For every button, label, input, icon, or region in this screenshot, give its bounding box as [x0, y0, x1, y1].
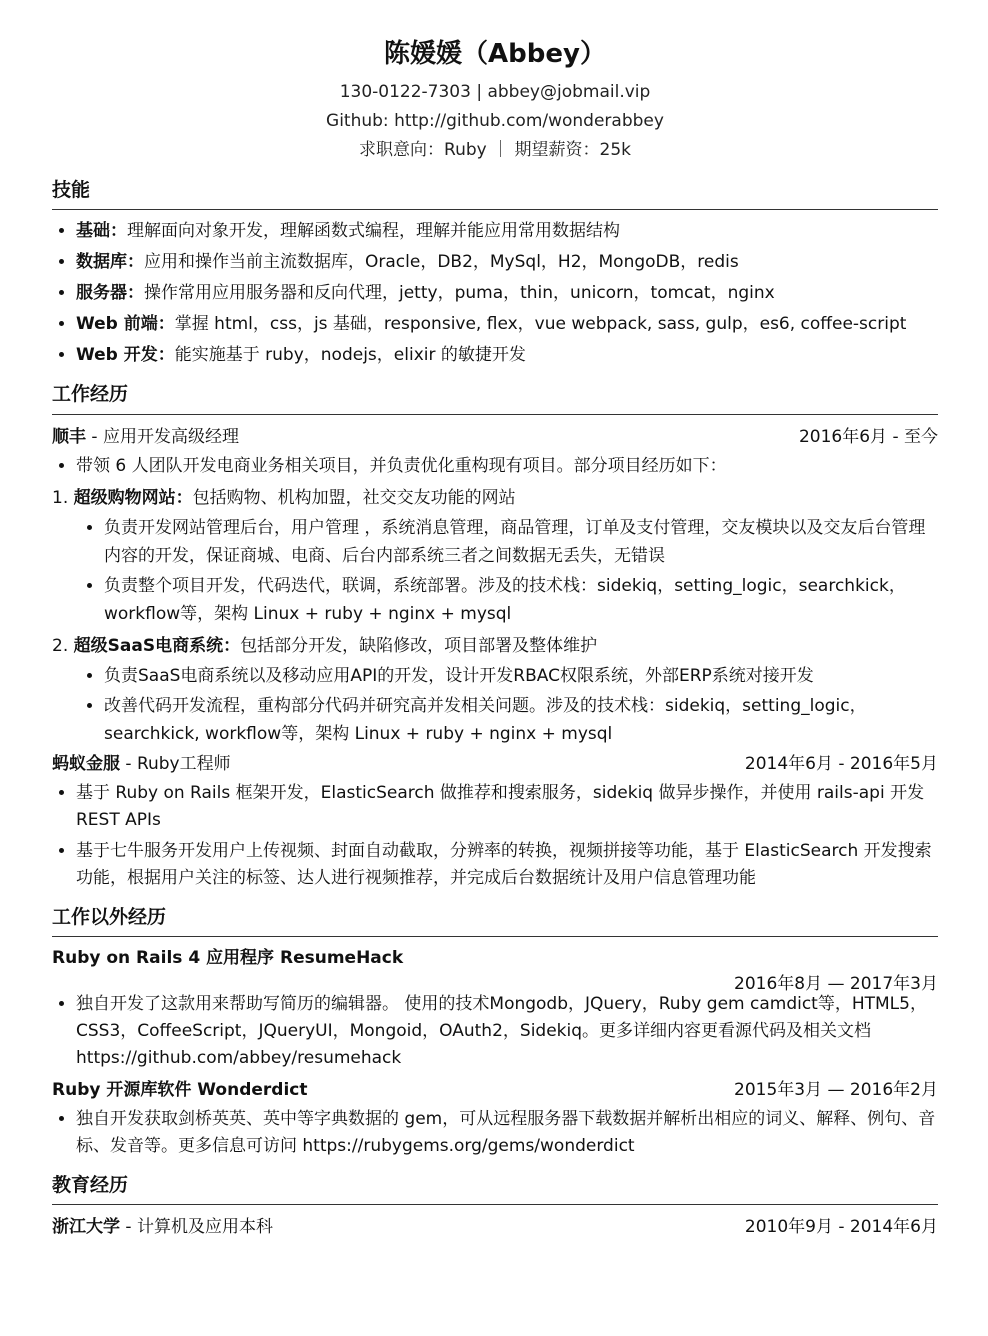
extra-section: [52, 902, 938, 1160]
extra-item-name: Ruby on Rails 4 应用程序 ResumeHack: [52, 947, 404, 968]
job-header: [52, 423, 938, 451]
project-desc: 包括购物、机构加盟，社交交友功能的网站: [192, 487, 516, 508]
job-bullet: • 基于 Ruby on Rails 框架开发，ElasticSearch 做推荐和搜索服务，sidekiq 做异步操作，并使用 rails-api 开发 REST APIs: [76, 780, 938, 834]
project-bullets: [90, 514, 938, 628]
extra-item-list: [52, 1106, 938, 1160]
skill-label: 数据库：: [76, 252, 144, 273]
objective-line: 求职意向：Ruby ｜ 期望薪资：25k: [359, 139, 631, 160]
education-row: [52, 1213, 938, 1241]
skill-item: [76, 280, 938, 307]
project-heading: [52, 632, 938, 660]
job-bullets: [52, 780, 938, 892]
extra-item-header: [52, 1076, 938, 1104]
skill-item: [76, 218, 938, 245]
job-date: 2014年6月 - 2016年5月: [744, 753, 938, 774]
company-name: 蚂蚁金服: [52, 753, 120, 774]
resume-name: 陈媛媛（Abbey）: [384, 39, 606, 69]
skill-text: 能实施基于 ruby，nodejs，elixir 的敏捷开发: [174, 345, 526, 366]
skills-section: [52, 175, 938, 369]
job-date: 2016年6月 - 至今: [798, 426, 938, 447]
company-name: 顺丰: [52, 426, 86, 447]
project-name: 超级SaaS电商系统：: [73, 635, 241, 656]
extra-item-name: Ruby 开源库软件 Wonderdict: [52, 1079, 308, 1100]
extra-item-date: 2016年8月 — 2017年3月: [734, 973, 938, 994]
skill-item: [76, 342, 938, 369]
project-heading: [52, 484, 938, 512]
skill-text: 理解面向对象开发，理解函数式编程，理解并能应用常用数据结构: [127, 221, 620, 242]
education-date: 2010年9月 - 2014年6月: [744, 1217, 938, 1238]
project-bullet: • 负责整个项目开发，代码迭代，联调，系统部署。涉及的技术栈：sidekiq，setting_logic，searchkick，workflow等，架构 Linux + ruby + nginx + mysql: [104, 572, 938, 628]
skill-item: [76, 311, 938, 338]
skill-item: [76, 249, 938, 276]
job-summary: • 带领 6 人团队开发电商业务相关项目，并负责优化重构现有项目。部分项目经历如下：: [76, 453, 938, 480]
skill-text: 掌握 html，css，js 基础，responsive, flex，vue webpack, sass, gulp，es6, coffee-script: [174, 314, 907, 335]
project-bullet: • 负责SaaS电商系统以及移动应用API的开发，设计开发RBAC权限系统，外部ERP系统对接开发: [104, 662, 938, 690]
job-header: [52, 750, 938, 778]
section-title-education: 教育经历: [52, 1170, 938, 1205]
project-bullet: • 负责开发网站管理后台，用户管理 ，系统消息管理，商品管理，订单及支付管理，交友模块以及交友后台管理内容的开发，保证商城、电商、后台内部系统三者之间数据无丢失，无错误: [104, 514, 938, 570]
project-desc: 包括部分开发，缺陷修改，项目部署及整体维护: [240, 635, 598, 656]
project-index: 1.: [52, 487, 69, 508]
project-bullets: [90, 662, 938, 748]
contact-line: 130-0122-7303 | abbey@jobmail.vip: [339, 81, 651, 102]
project-bullet: • 改善代码开发流程，重构部分代码并研究高并发相关问题。涉及的技术栈：sidekiq，setting_logic，searchkick, workflow等，架构 Linux + ruby + nginx + mysql: [104, 692, 938, 748]
resume-page: [52, 38, 938, 1243]
github-line: Github: http://github.com/wonderabbey: [326, 110, 664, 131]
major: - 计算机及应用本科: [120, 1217, 273, 1238]
work-section: [52, 379, 938, 891]
extra-item-text: • 独自开发了这款用来帮助写简历的编辑器。 使用的技术Mongodb，JQuery，Ruby gem camdict等，HTML5，CSS3，CoffeeScript，JQueryUI，Mongoid，OAuth2，Sidekiq。更多详细内容更看源代码及相关文档 https://github.com/abbey/resumehack: [76, 991, 938, 1072]
school-name: 浙江大学: [52, 1217, 120, 1238]
extra-item-date: 2015年3月 — 2016年2月: [734, 1079, 938, 1100]
skill-label: Web 前端：: [76, 314, 175, 335]
extra-item-list: [52, 991, 938, 1072]
skills-list: [52, 218, 938, 369]
job-bullet: • 基于七牛服务开发用户上传视频、封面自动截取，分辨率的转换，视频拼接等功能，基于 ElasticSearch 开发搜索功能，根据用户关注的标签、达人进行视频推荐，并完成后台数据统计及用户信息管理功能: [76, 838, 938, 892]
project-index: 2.: [52, 635, 69, 656]
skill-label: 基础：: [76, 221, 127, 242]
skill-label: 服务器：: [76, 283, 144, 304]
skill-text: 操作常用应用服务器和反向代理，jetty，puma，thin，unicorn，tomcat，nginx: [144, 283, 775, 304]
skill-text: 应用和操作当前主流数据库，Oracle，DB2，MySql，H2，MongoDB，redis: [144, 252, 739, 273]
skill-label: Web 开发：: [76, 345, 175, 366]
education-section: [52, 1170, 938, 1241]
project-name: 超级购物网站：: [73, 487, 193, 508]
job-role: - Ruby工程师: [120, 753, 231, 774]
section-title-work: 工作经历: [52, 379, 938, 414]
job-role: - 应用开发高级经理: [86, 426, 239, 447]
section-title-extra: 工作以外经历: [52, 902, 938, 937]
extra-item-header: [52, 945, 938, 971]
extra-item-text: • 独自开发获取剑桥英英、英中等字典数据的 gem，可从远程服务器下载数据并解析出相应的词义、解释、例句、音标、发音等。更多信息可访问 https://rubygems.org/gems/wonderdict: [76, 1106, 938, 1160]
job-summary-list: [52, 453, 938, 480]
section-title-skills: 技能: [52, 175, 938, 210]
